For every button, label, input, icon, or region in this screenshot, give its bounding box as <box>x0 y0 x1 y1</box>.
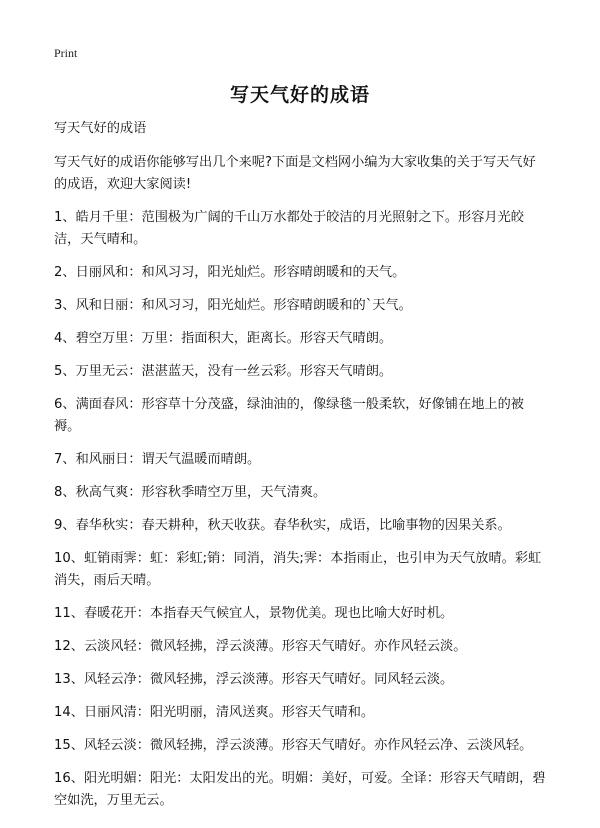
print-label: Print <box>54 46 78 60</box>
list-item: 6、满面春风：形容草十分茂盛，绿油油的，像绿毯一般柔软，好像铺在地上的被褥。 <box>54 397 524 434</box>
document-title: 写天气好的成语 <box>229 84 370 106</box>
list-item: 10、虹销雨霁：虹：彩虹;销：同消，消失;霁：本指雨止，也引申为天气放晴。彩虹消失，雨后天晴。 <box>54 551 542 588</box>
document-subtitle: 写天气好的成语 <box>54 121 147 136</box>
list-item: 2、日丽风和：和风习习，阳光灿烂。形容晴朗暖和的天气。 <box>54 265 406 280</box>
list-item: 8、秋高气爽：形容秋季晴空万里，天气清爽。 <box>54 485 327 500</box>
list-item: 11、春暖花开：本指春天气候宜人，景物优美。现也比喻大好时机。 <box>54 606 454 621</box>
list-item: 12、云淡风轻：微风轻拂，浮云淡薄。形容天气晴好。亦作风轻云淡。 <box>54 639 467 654</box>
list-item: 1、皓月千里：范围极为广阔的千山万水都处于皎洁的月光照射之下。形容月光皎洁，天气晴和。 <box>54 210 524 247</box>
list-item: 5、万里无云：湛湛蓝天，没有一丝云彩。形容天气晴朗。 <box>54 364 393 379</box>
list-item: 13、风轻云净：微风轻拂，浮云淡薄。形容天气晴好。同风轻云淡。 <box>54 672 454 687</box>
list-item: 15、风轻云淡：微风轻拂，浮云淡薄。形容天气晴好。亦作风轻云净、云淡风轻。 <box>54 738 533 753</box>
list-item: 7、和风丽日：谓天气温暖而晴朗。 <box>54 452 261 467</box>
list-item: 9、春华秋实：春天耕种，秋天收获。春华秋实，成语，比喻事物的因果关系。 <box>54 518 511 533</box>
list-item: 4、碧空万里：万里：指面积大，距离长。形容天气晴朗。 <box>54 331 393 346</box>
document-body <box>54 118 548 823</box>
list-item: 3、风和日丽：和风习习，阳光灿烂。形容晴朗暖和的`天气。 <box>54 298 412 313</box>
list-item: 14、日丽风清：阳光明丽，清风送爽。形容天气晴和。 <box>54 705 375 720</box>
list-item: 16、阳光明媚：阳光：太阳发出的光。明媚：美好，可爱。全译：形容天气晴朗，碧空如洗，万里无云。 <box>54 771 546 808</box>
intro-paragraph: 写天气好的成语你能够写出几个来呢?下面是文档网小编为大家收集的关于写天气好的成语，欢迎大家阅读! <box>54 155 536 192</box>
